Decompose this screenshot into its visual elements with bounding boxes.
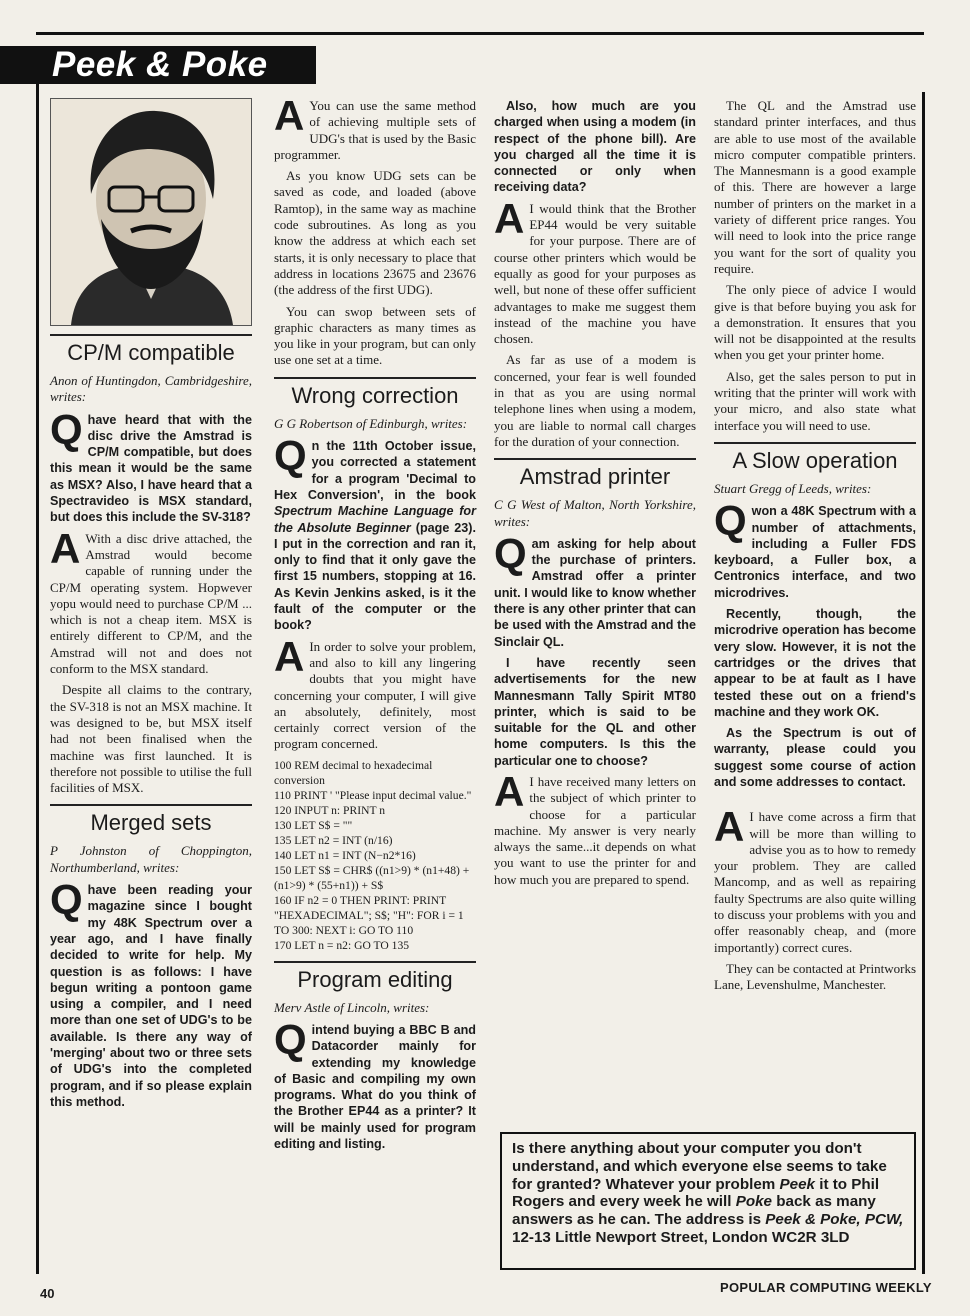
article-rule: [494, 458, 696, 460]
answer-paragraph: You can swop between sets of graphic characters as many times as you like in your program, but can only use one set at a time.: [274, 303, 476, 368]
question-drop-cap: Q: [274, 432, 307, 480]
answer-drop-cap: A: [50, 524, 81, 572]
answer-drop-cap: A: [494, 194, 525, 242]
answer-paragraph: As you know UDG sets can be saved as code, and loaded (above Ramtop), in the same way as machine code subroutines. As long as you know the address at which each set starts, it is only necessary to place that address in locations 23675 and 23676 (the address of the first UDG).: [274, 168, 476, 298]
question-paragraph: Qintend buying a BBC B and Datacorder mainly for extending my knowledge of Basic and compiling my own programs. What do you think of the Brother EP44 as a printer? It will be mainly used for program editing and listing.: [274, 1015, 476, 1152]
answer-drop-cap: A: [274, 92, 305, 139]
column-2: [274, 92, 476, 1157]
question-paragraph: Qam asking for help about the purchase of printers. Amstrad offer a printer unit. I would like to know whether there is any other printer that can be used with the Amstrad and the Sinclair QL.: [494, 529, 696, 649]
answer-paragraph: A In order to solve your problem, and also to kill any lingering doubts that you might have concerning your computer, I will give an absolutely, definitely, most certainly correct version of the program concerned.: [274, 632, 476, 752]
program-listing-line: 100 REM decimal to hexadecimal conversion: [274, 758, 433, 787]
frame-right-rule: [922, 92, 925, 1274]
question-paragraph: Qhave heard that with the disc drive the Amstrad is CP/M compatible, but does this mean it would be the same as MSX? Also, I have heard that a Spectravideo is MSX standard, but does this include the SV-318?: [50, 405, 252, 525]
answer-drop-cap: A: [274, 632, 305, 680]
answer-paragraph: A I have come across a firm that will be more than willing to advise you as to how to remedy your problem. They are called Mancomp, and as well as repairing faulty Spectrums are also quite willing to discuss your problems with you and offer reasonably cheap, and (more importantly) correct cures.: [714, 803, 916, 955]
answer-paragraph: A I would think that the Brother EP44 would be very suitable for your purpose. There are of course other printers which would be equally as good for your purposes as well, but none of these offer sufficient advantages to make me suggest them instead of the machine you have chosen.: [494, 194, 696, 347]
question-paragraph: Qhave been reading your magazine since I bought my 48K Spectrum over a year ago, and I have finally decided to write for help. My question is as follows: I have begun writing a pontoon game using a compiler, and I need more than one set of UDG's to be available. Is there any way of 'merging' about two or three sets of UDG's into the completed program, and if so please explain this method.: [50, 876, 252, 1109]
article-byline: Merv Astle of Lincoln, writes:: [274, 999, 430, 1015]
article-heading: A Slow operation: [732, 447, 898, 473]
program-listing-line: 140 LET n1 = INT (N−n2*16): [274, 848, 416, 862]
page-number: 40: [40, 1286, 55, 1301]
article-byline: C G West of Malton, North Yorkshire, writes:: [494, 497, 696, 529]
article-byline: Stuart Gregg of Leeds, writes:: [714, 480, 872, 496]
answer-drop-cap: A: [714, 803, 745, 851]
columnist-portrait: [50, 98, 252, 326]
article-rule: [714, 442, 916, 444]
answer-paragraph: They can be contacted at Printworks Lane, Levenshulme, Manchester.: [714, 960, 916, 993]
publication-name: POPULAR COMPUTING WEEKLY: [720, 1280, 932, 1295]
answer-paragraph: The only piece of advice I would give is that before buying you ask for a demonstration. It ensures that you will not be disappointed at the results when you get your printer home.: [714, 282, 916, 363]
program-listing-line: 170 LET n = n2: GO TO 135: [274, 938, 410, 952]
article-heading: CP/M compatible: [67, 340, 235, 365]
answer-paragraph: Despite all claims to the contrary, the SV-318 is not an MSX machine. It was designed to be, but MSX itself had not been finalised when the machine was first launched. It is therefore not possible to utilise the full facilities of MSX.: [50, 682, 252, 796]
question-paragraph: Qwon a 48K Spectrum with a number of attachments, including a Fuller FDS keyboard, a Fuller box, a Centronics interface, and two microdrives.: [714, 497, 916, 600]
question-paragraph: Qn the 11th October issue, you corrected a statement for a program 'Decimal to Hex Conversion', in the book Spectrum Machine Language for the Absolute Beginner (page 23). I put in the correction and ran it, only to find that it only gave the first 15 numbers, stopping at 16. As Kevin Jenkins asked, is it the fault of the computer or the book?: [274, 432, 476, 633]
article-heading: Wrong correction: [291, 382, 459, 408]
program-listing-line: 135 LET n2 = INT (n/16): [274, 833, 393, 847]
article-heading: Amstrad printer: [519, 464, 671, 490]
answer-paragraph: A With a disc drive attached, the Amstrad would become capable of running under the CP/M operating system. Hopwever yopu would need to purchase CP/M ... which is not a cheap item. MSX is entirely different to CP/M, and the Amstrad will not and does not conform to the MSX standard.: [50, 524, 252, 677]
question-paragraph: I have recently seen advertisements for the new Mannesmann Tally Spirit MT80 printer, which is said to be suitable for the QL and other home computers. Is this the particular one to choose?: [494, 655, 696, 768]
article-heading: Merged sets: [90, 810, 212, 836]
program-listing-line: 150 LET S$ = CHR$ ((n1>9) * (n1+48) + (n1>9) * (55+n1)) + S$: [274, 863, 470, 892]
article-heading: Program editing: [297, 966, 453, 992]
question-drop-cap: Q: [50, 405, 83, 453]
answer-drop-cap: A: [494, 767, 525, 815]
question-drop-cap: Q: [494, 529, 527, 577]
call-to-action-box: Is there anything about your computer you don't understand, and which everyone else seems to take for granted? Whatever your problem Peek it to Phil Rogers and every week he will Poke back as many answers as he can. The address is Peek & Poke, PCW, 12-13 Little Newport Street, London WC2R 3LD: [500, 1132, 916, 1270]
article-byline: Anon of Huntingdon, Cambridgeshire, writes:: [50, 373, 252, 405]
program-listing-line: 130 LET S$ = "": [274, 818, 353, 832]
column-4: [714, 98, 916, 999]
answer-paragraph: A I have received many letters on the subject of which printer to choose for a particular machine. My answer is very nearly always the same...it depends on what you want to use the printer for and how much you are prepared to spend.: [494, 767, 696, 887]
article-rule: [50, 804, 252, 806]
answer-paragraph: A You can use the same method of achieving multiple sets of UDG's that is used by the Basic programmer.: [274, 92, 476, 162]
article-rule: [274, 377, 476, 379]
question-drop-cap: Q: [714, 497, 747, 545]
answer-paragraph: Also, get the sales person to put in writing that the printer will work with your micro, and also state what interface you will need to use.: [714, 368, 916, 433]
article-byline: P Johnston of Choppington, Northumberland, writes:: [50, 843, 252, 875]
program-listing-line: 160 IF n2 = 0 THEN PRINT: PRINT "HEXADECIMAL"; S$; "H": FOR i = 1 TO 300: NEXT i: GO TO 110: [274, 893, 464, 937]
program-listing-line: 110 PRINT ' "Please input decimal value.": [274, 788, 472, 802]
article-rule: [50, 334, 252, 336]
question-paragraph: Also, how much are you charged when using a modem (in respect of the phone bill). Are you charged all the time it is connected or only when receiving data?: [494, 99, 696, 195]
answer-paragraph: The QL and the Amstrad use standard printer interfaces, and thus are able to use most of the available micro computer compatible printers. The Mannesmann is a good example of this. There are however a large number of printers on the market in a variety of different price ranges. You will need to look into the price range you want for the sort of quality you require.: [714, 98, 916, 276]
question-drop-cap: Q: [274, 1015, 307, 1063]
question-paragraph: As the Spectrum is out of warranty, please could you suggest some course of action and some addresses to contact.: [714, 726, 916, 789]
question-paragraph: Recently, though, the microdrive operation has become very slow. However, it is not the cartridges or the drives that appear to be at fault as I have tested these out on a friend's machine and they work OK.: [714, 607, 916, 719]
question-drop-cap: Q: [50, 876, 83, 924]
section-title: Peek & Poke: [0, 46, 316, 84]
answer-paragraph: As far as use of a modem is concerned, your fear is well founded in that as you are using normal telephone lines when using a modem, you are liable to normal call charges for the duration of your connection.: [494, 352, 696, 449]
program-listing-line: 120 INPUT n: PRINT n: [274, 803, 386, 817]
top-rule: [36, 32, 924, 35]
frame-left-rule: [36, 84, 39, 1274]
article-byline: G G Robertson of Edinburgh, writes:: [274, 415, 468, 431]
article-rule: [274, 961, 476, 963]
column-1: [50, 98, 252, 1115]
column-3: [494, 98, 696, 893]
